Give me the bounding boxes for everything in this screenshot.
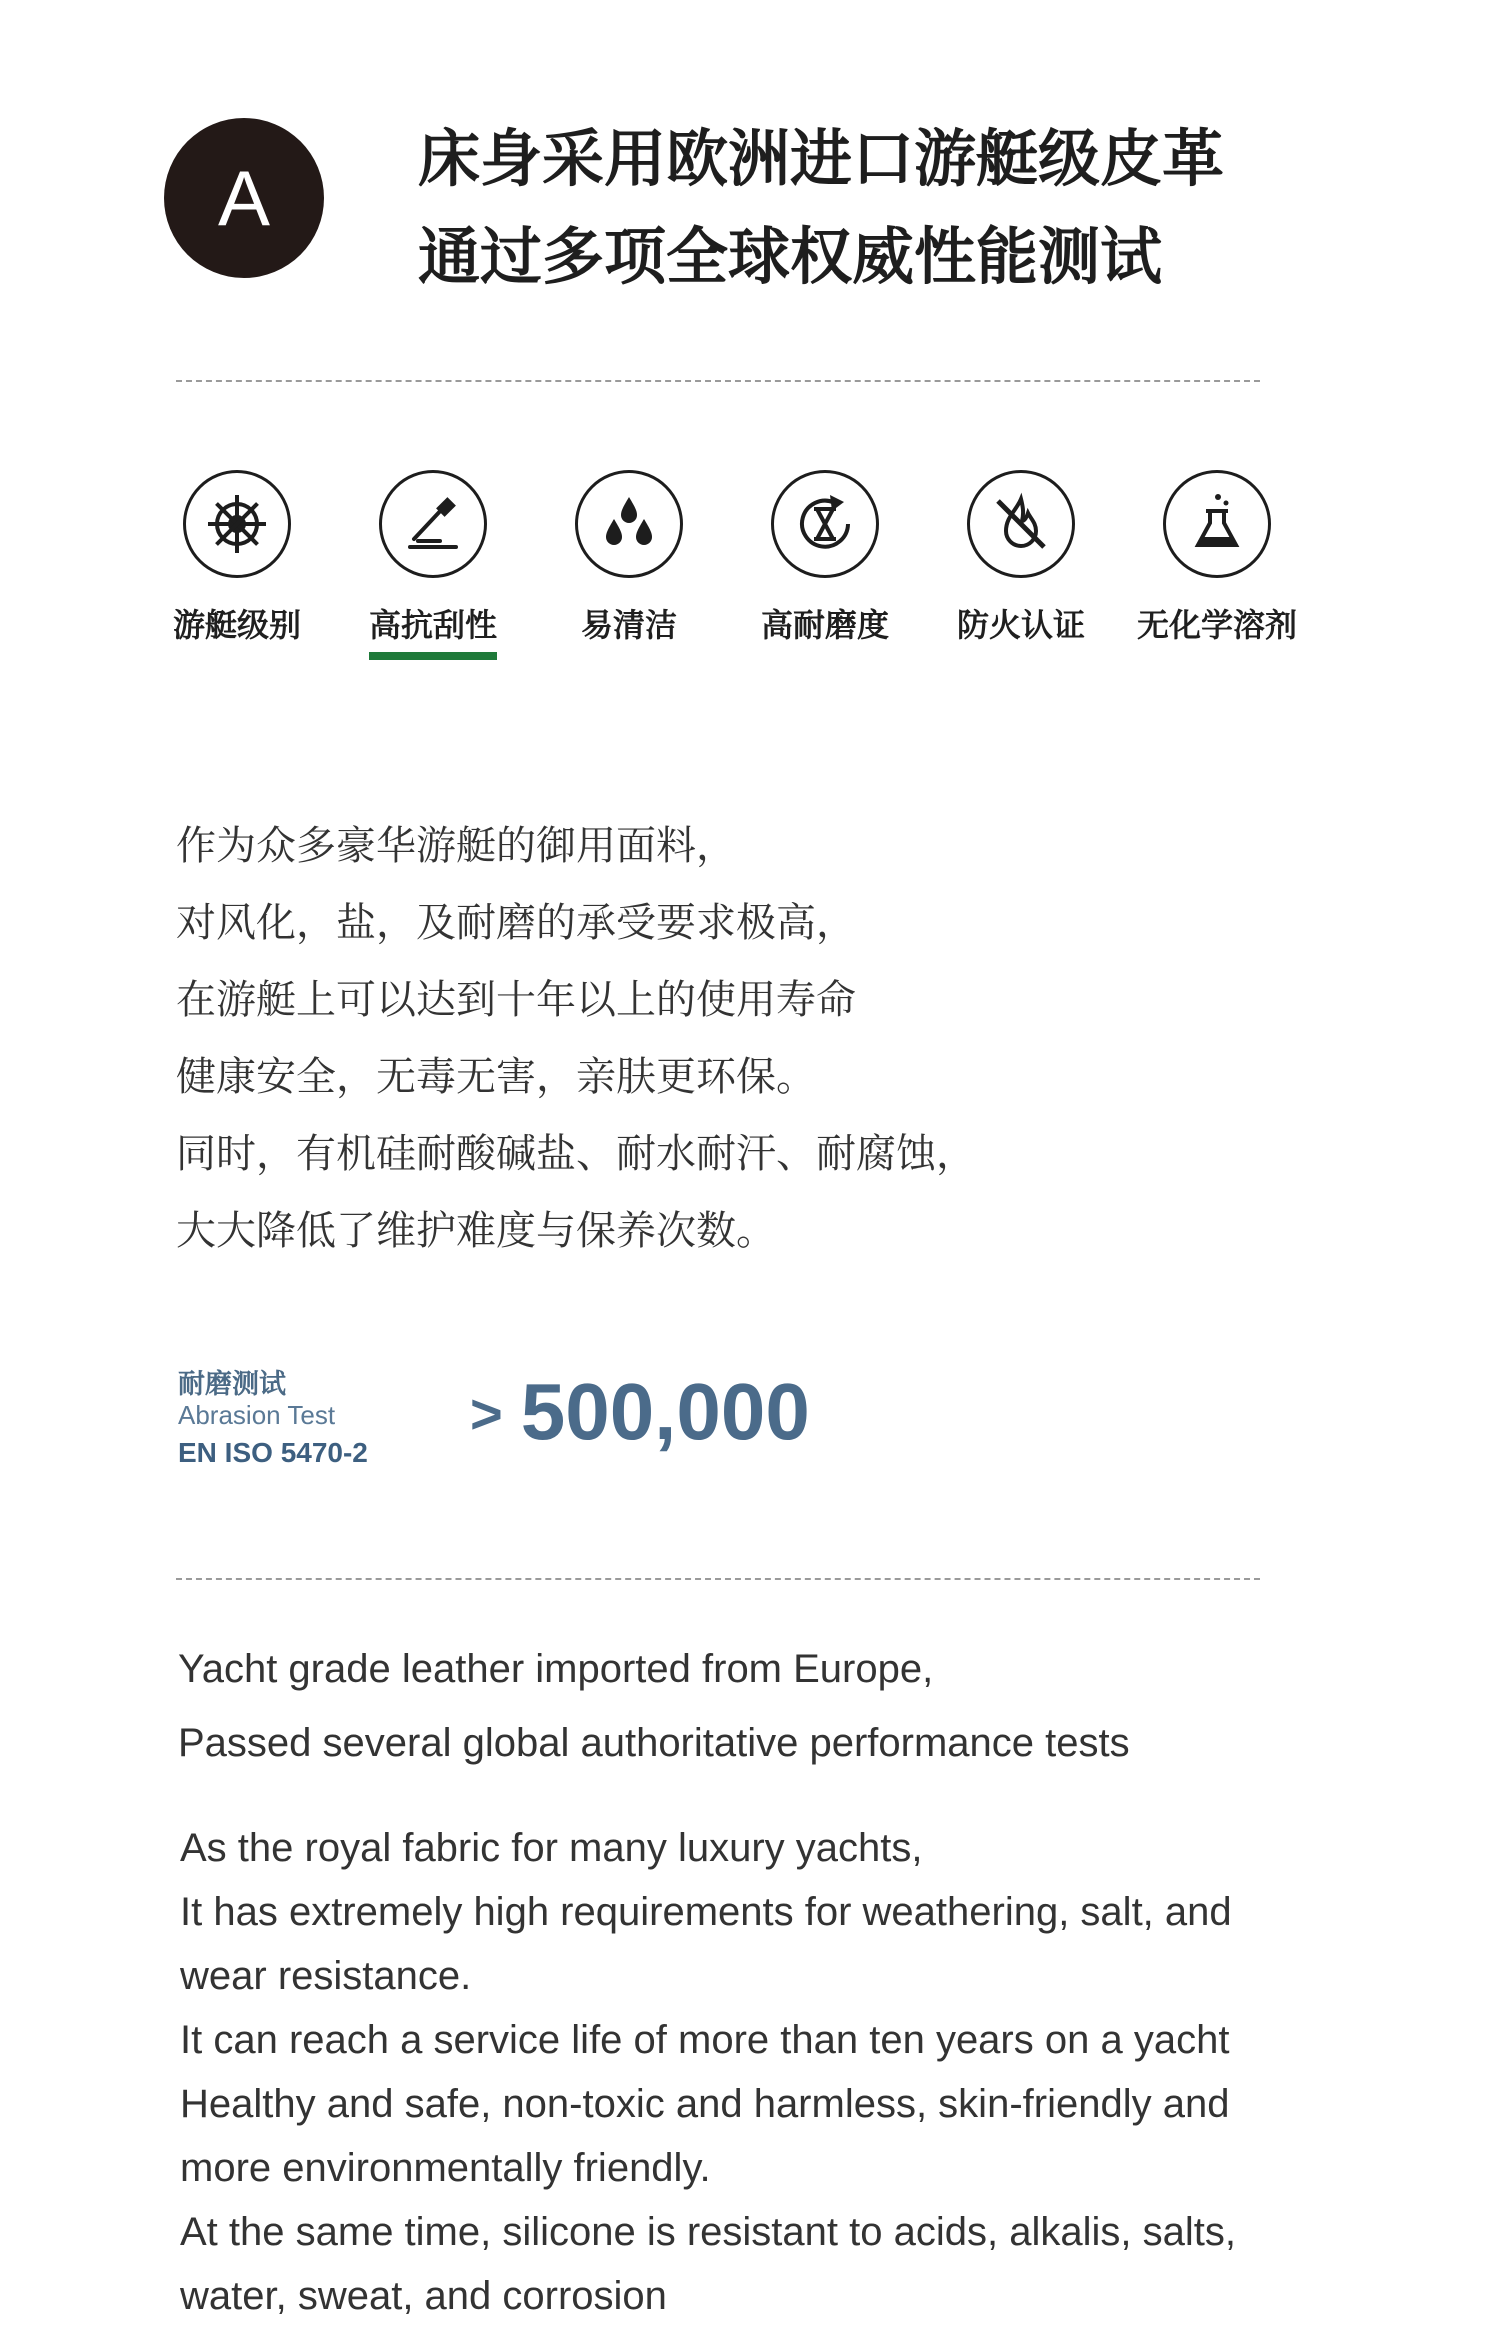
en-line: As the royal fabric for many luxury yachts, bbox=[180, 1826, 923, 1870]
en-line: At the same time, silicone is resistant to acids, alkalis, salts, bbox=[180, 2210, 1236, 2254]
water-drops-icon bbox=[594, 489, 664, 559]
abrasion-value bbox=[470, 1366, 810, 1458]
en-title bbox=[178, 1632, 1438, 1780]
no-fire-icon bbox=[986, 489, 1056, 559]
feature-scratch-resistant bbox=[335, 470, 531, 660]
feature-no-chemical-solvent bbox=[1119, 470, 1315, 652]
feature-easy-clean bbox=[531, 470, 727, 652]
feature-yacht-grade bbox=[139, 470, 335, 652]
cn-line: 作为众多豪华游艇的御用面料， bbox=[176, 823, 736, 869]
abrasion-number: 500,000 bbox=[520, 1367, 810, 1456]
en-line: more environmentally friendly. bbox=[180, 2146, 711, 2190]
cn-line: 对风化，盐，及耐磨的承受要求极高， bbox=[176, 900, 856, 946]
en-title-line: Passed several global authoritative performance tests bbox=[178, 1721, 1130, 1765]
feature-high-abrasion bbox=[727, 470, 923, 652]
feature-fire-certified bbox=[923, 470, 1119, 652]
cn-line: 健康安全，无毒无害，亲肤更环保。 bbox=[176, 1054, 816, 1100]
headline bbox=[418, 110, 1418, 306]
badge-letter: A bbox=[217, 153, 271, 242]
en-line: Healthy and safe, non-toxic and harmless, skin-friendly and bbox=[180, 2082, 1230, 2126]
hourglass-cycle-icon bbox=[790, 489, 860, 559]
en-title-line: Yacht grade leather imported from Europe, bbox=[178, 1647, 934, 1691]
feature-label: 易清洁 bbox=[580, 606, 677, 644]
dashed-divider-bottom bbox=[176, 1578, 1260, 1580]
headline-line-2: 通过多项全球权威性能测试 bbox=[418, 220, 1163, 293]
cn-line: 大大降低了维护难度与保养次数。 bbox=[176, 1208, 776, 1254]
cn-line: 在游艇上可以达到十年以上的使用寿命 bbox=[176, 977, 856, 1023]
cn-line: 同时，有机硅耐酸碱盐、耐水耐汗、耐腐蚀， bbox=[176, 1131, 976, 1177]
feature-label: 高耐磨度 bbox=[760, 606, 889, 644]
feature-label: 游艇级别 bbox=[172, 606, 301, 644]
en-line: wear resistance. bbox=[180, 1954, 472, 1998]
en-line: It can reach a service life of more than ten years on a yacht bbox=[180, 2018, 1230, 2062]
flask-icon bbox=[1182, 489, 1252, 559]
en-line: It has extremely high requirements for weathering, salt, and bbox=[180, 1890, 1232, 1934]
cn-description bbox=[176, 808, 1326, 1270]
headline-line-1: 床身采用欧洲进口游艇级皮革 bbox=[418, 122, 1225, 195]
feature-label: 防火认证 bbox=[956, 606, 1085, 644]
feature-label-active: 高抗刮性 bbox=[369, 600, 497, 660]
abrasion-standard: EN ISO 5470-2 bbox=[178, 1437, 368, 1468]
abrasion-label-cn: 耐磨测试 bbox=[178, 1369, 286, 1400]
dashed-divider-top bbox=[176, 380, 1260, 382]
abrasion-label-en: Abrasion Test bbox=[178, 1400, 336, 1430]
feature-label: 无化学溶剂 bbox=[1136, 606, 1297, 644]
en-line: water, sweat, and corrosion bbox=[180, 2274, 667, 2318]
scratch-tool-icon bbox=[398, 489, 468, 559]
section-badge bbox=[164, 118, 324, 278]
ship-wheel-icon bbox=[202, 489, 272, 559]
abrasion-prefix: > bbox=[470, 1382, 503, 1445]
en-description bbox=[180, 1816, 1330, 2328]
